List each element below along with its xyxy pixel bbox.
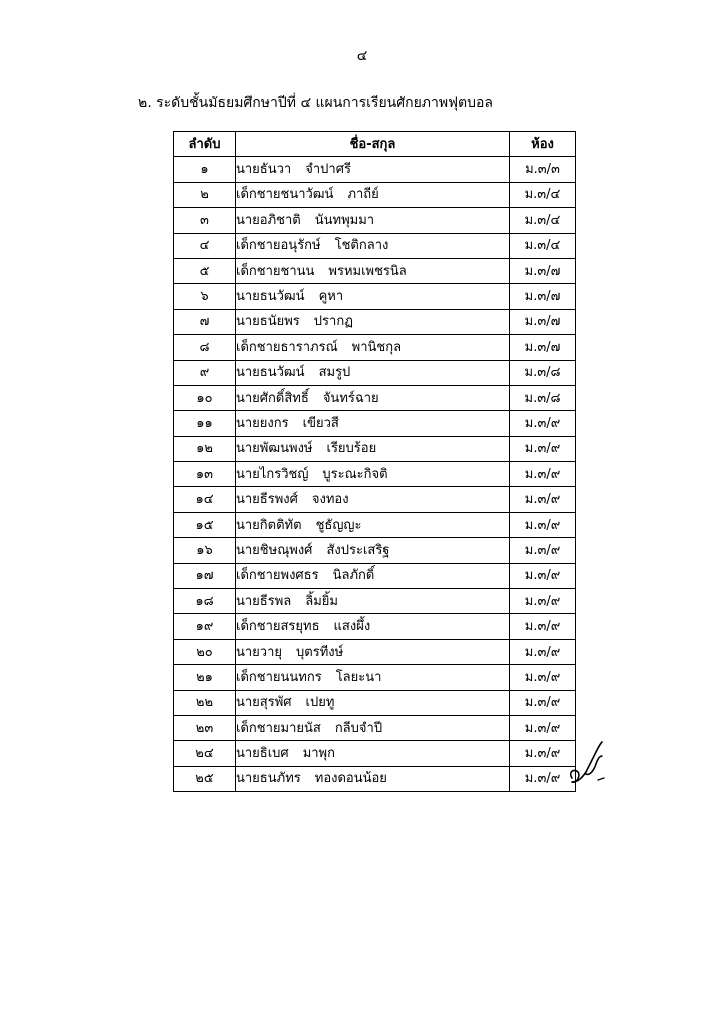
first-name: เด็กชายชนาวัฒน์ bbox=[236, 187, 334, 203]
first-name: นายสุรพัศ bbox=[236, 695, 292, 711]
student-name bbox=[236, 563, 510, 588]
student-name bbox=[236, 766, 510, 791]
last-name: กลีบจำปี bbox=[334, 720, 383, 736]
last-name: บุตรทีงษ์ bbox=[296, 644, 344, 660]
room: ม.๓/๗ bbox=[510, 335, 576, 360]
row-number: ๑๒ bbox=[174, 436, 236, 461]
first-name: เด็กชายชานน bbox=[236, 263, 315, 279]
row-number: ๕ bbox=[174, 258, 236, 283]
last-name: โชติกลาง bbox=[334, 238, 389, 254]
student-name bbox=[236, 208, 510, 233]
room: ม.๓/๙ bbox=[510, 715, 576, 740]
table-row bbox=[174, 309, 576, 334]
student-name bbox=[236, 487, 510, 512]
last-name: นันทพุมมา bbox=[314, 212, 375, 228]
first-name: เด็กชายมายนัส bbox=[236, 720, 321, 736]
section-heading: ๒. ระดับชั้นมัธยมศึกษาปีที่ ๔ แผนการเรียนศักยภาพฟุตบอล bbox=[138, 95, 493, 111]
table-row bbox=[174, 766, 576, 791]
table-row bbox=[174, 182, 576, 207]
first-name: นายชิษณุพงศ์ bbox=[236, 542, 313, 558]
table-row bbox=[174, 665, 576, 690]
last-name: จงทอง bbox=[311, 492, 349, 508]
student-name bbox=[236, 639, 510, 664]
row-number: ๗ bbox=[174, 309, 236, 334]
row-number: ๒ bbox=[174, 182, 236, 207]
header-no: ลำดับ bbox=[174, 132, 236, 157]
student-name bbox=[236, 538, 510, 563]
student-name bbox=[236, 258, 510, 283]
row-number: ๑๘ bbox=[174, 589, 236, 614]
row-number: ๒๐ bbox=[174, 639, 236, 664]
table-row bbox=[174, 284, 576, 309]
room: ม.๓/๘ bbox=[510, 385, 576, 410]
page-number: ๔ bbox=[356, 48, 368, 64]
first-name: นายกิตติทัต bbox=[236, 517, 302, 533]
table-row bbox=[174, 411, 576, 436]
table-row bbox=[174, 690, 576, 715]
row-number: ๑๖ bbox=[174, 538, 236, 563]
row-number: ๒๕ bbox=[174, 766, 236, 791]
student-name bbox=[236, 614, 510, 639]
first-name: นายธนัยพร bbox=[236, 314, 300, 330]
room: ม.๓/๓ bbox=[510, 157, 576, 182]
room: ม.๓/๙ bbox=[510, 512, 576, 537]
room: ม.๓/๗ bbox=[510, 284, 576, 309]
last-name: บูระณะกิจติ bbox=[322, 466, 388, 482]
room: ม.๓/๔ bbox=[510, 182, 576, 207]
first-name: นายธิเบศ bbox=[236, 746, 289, 762]
first-name: นายยงกร bbox=[236, 415, 289, 431]
first-name: เด็กชายอนุรักษ์ bbox=[236, 238, 321, 254]
row-number: ๑๑ bbox=[174, 411, 236, 436]
row-number: ๑๐ bbox=[174, 385, 236, 410]
header-room: ห้อง bbox=[510, 132, 576, 157]
student-name bbox=[236, 233, 510, 258]
row-number: ๘ bbox=[174, 335, 236, 360]
first-name: นายธันวา bbox=[236, 162, 292, 178]
first-name: นายอภิชาติ bbox=[236, 212, 301, 228]
last-name: ชูธัญญะ bbox=[315, 517, 362, 533]
first-name: นายธนภัทร bbox=[236, 771, 301, 787]
last-name: โลยะนา bbox=[335, 669, 382, 685]
last-name: มาพุก bbox=[302, 746, 335, 762]
last-name: เปยทู bbox=[305, 695, 335, 711]
table-row bbox=[174, 538, 576, 563]
row-number: ๑ bbox=[174, 157, 236, 182]
room: ม.๓/๙ bbox=[510, 766, 576, 791]
last-name: สังประเสริฐ bbox=[326, 542, 390, 558]
student-name bbox=[236, 715, 510, 740]
last-name: พานิชกุล bbox=[351, 339, 402, 355]
table-row bbox=[174, 715, 576, 740]
row-number: ๑๓ bbox=[174, 462, 236, 487]
student-name bbox=[236, 335, 510, 360]
room: ม.๓/๗ bbox=[510, 258, 576, 283]
first-name: เด็กชายสรยุทธ bbox=[236, 619, 320, 635]
room: ม.๓/๔ bbox=[510, 208, 576, 233]
table-row bbox=[174, 563, 576, 588]
student-name bbox=[236, 462, 510, 487]
first-name: เด็กชายพงศธร bbox=[236, 568, 319, 584]
last-name: ปรากฏ bbox=[313, 314, 353, 330]
table-row bbox=[174, 436, 576, 461]
table-row bbox=[174, 157, 576, 182]
last-name: ลิ้มยิ้ม bbox=[305, 593, 338, 609]
last-name: สมรูป bbox=[318, 365, 351, 381]
last-name: คูหา bbox=[318, 289, 344, 305]
room: ม.๓/๙ bbox=[510, 665, 576, 690]
student-name bbox=[236, 182, 510, 207]
first-name: นายธนวัฒน์ bbox=[236, 289, 305, 305]
student-name bbox=[236, 309, 510, 334]
last-name: แสงผึ้ง bbox=[333, 619, 371, 635]
student-name bbox=[236, 284, 510, 309]
table-row bbox=[174, 487, 576, 512]
last-name: ภาถีย์ bbox=[347, 187, 379, 203]
table-row bbox=[174, 258, 576, 283]
table-row bbox=[174, 462, 576, 487]
room: ม.๓/๙ bbox=[510, 538, 576, 563]
room: ม.๓/๙ bbox=[510, 690, 576, 715]
student-name bbox=[236, 360, 510, 385]
student-name bbox=[236, 589, 510, 614]
table-row bbox=[174, 589, 576, 614]
student-name bbox=[236, 157, 510, 182]
room: ม.๓/๙ bbox=[510, 462, 576, 487]
row-number: ๒๑ bbox=[174, 665, 236, 690]
last-name: นิลภักดิ์ bbox=[332, 568, 375, 584]
student-name bbox=[236, 385, 510, 410]
table-row bbox=[174, 233, 576, 258]
row-number: ๖ bbox=[174, 284, 236, 309]
student-name bbox=[236, 665, 510, 690]
header-name: ชื่อ-สกุล bbox=[236, 132, 510, 157]
last-name: จำปาศรี bbox=[305, 162, 351, 178]
table-row bbox=[174, 360, 576, 385]
row-number: ๑๔ bbox=[174, 487, 236, 512]
room: ม.๓/๙ bbox=[510, 741, 576, 766]
row-number: ๑๙ bbox=[174, 614, 236, 639]
first-name: นายธีรพงศ์ bbox=[236, 492, 298, 508]
last-name: เขียวสี bbox=[302, 415, 339, 431]
last-name: พรหมเพชรนิล bbox=[328, 263, 407, 279]
student-name bbox=[236, 436, 510, 461]
room: ม.๓/๙ bbox=[510, 563, 576, 588]
row-number: ๒๒ bbox=[174, 690, 236, 715]
room: ม.๓/๙ bbox=[510, 639, 576, 664]
table-row bbox=[174, 639, 576, 664]
row-number: ๙ bbox=[174, 360, 236, 385]
first-name: นายธีรพล bbox=[236, 593, 292, 609]
table-header-row bbox=[174, 132, 576, 157]
table-row bbox=[174, 385, 576, 410]
student-name bbox=[236, 411, 510, 436]
row-number: ๑๗ bbox=[174, 563, 236, 588]
table-body bbox=[174, 157, 576, 792]
table-row bbox=[174, 512, 576, 537]
row-number: ๑๕ bbox=[174, 512, 236, 537]
signature-mark bbox=[562, 738, 612, 788]
table-row bbox=[174, 208, 576, 233]
row-number: ๒๓ bbox=[174, 715, 236, 740]
table-row bbox=[174, 614, 576, 639]
room: ม.๓/๙ bbox=[510, 589, 576, 614]
first-name: นายวายุ bbox=[236, 644, 283, 660]
row-number: ๒๔ bbox=[174, 741, 236, 766]
first-name: นายธนวัฒน์ bbox=[236, 365, 305, 381]
table-row bbox=[174, 741, 576, 766]
first-name: นายพัฒนพงษ์ bbox=[236, 441, 313, 457]
room: ม.๓/๔ bbox=[510, 233, 576, 258]
row-number: ๓ bbox=[174, 208, 236, 233]
student-name bbox=[236, 690, 510, 715]
room: ม.๓/๙ bbox=[510, 614, 576, 639]
student-name bbox=[236, 741, 510, 766]
first-name: นายศักดิ์สิทธิ์ bbox=[236, 390, 309, 406]
room: ม.๓/๙ bbox=[510, 436, 576, 461]
first-name: นายไกรวิชญ์ bbox=[236, 466, 309, 482]
room: ม.๓/๗ bbox=[510, 309, 576, 334]
room: ม.๓/๙ bbox=[510, 411, 576, 436]
last-name: จันทร์ฉาย bbox=[322, 390, 379, 406]
room: ม.๓/๘ bbox=[510, 360, 576, 385]
table-row bbox=[174, 335, 576, 360]
student-name bbox=[236, 512, 510, 537]
last-name: เรียบร้อย bbox=[326, 441, 377, 457]
room: ม.๓/๙ bbox=[510, 487, 576, 512]
student-table bbox=[173, 131, 576, 792]
last-name: ทองดอนน้อย bbox=[314, 771, 387, 787]
row-number: ๔ bbox=[174, 233, 236, 258]
first-name: เด็กชายธาราภรณ์ bbox=[236, 339, 338, 355]
first-name: เด็กชายนนทกร bbox=[236, 669, 322, 685]
